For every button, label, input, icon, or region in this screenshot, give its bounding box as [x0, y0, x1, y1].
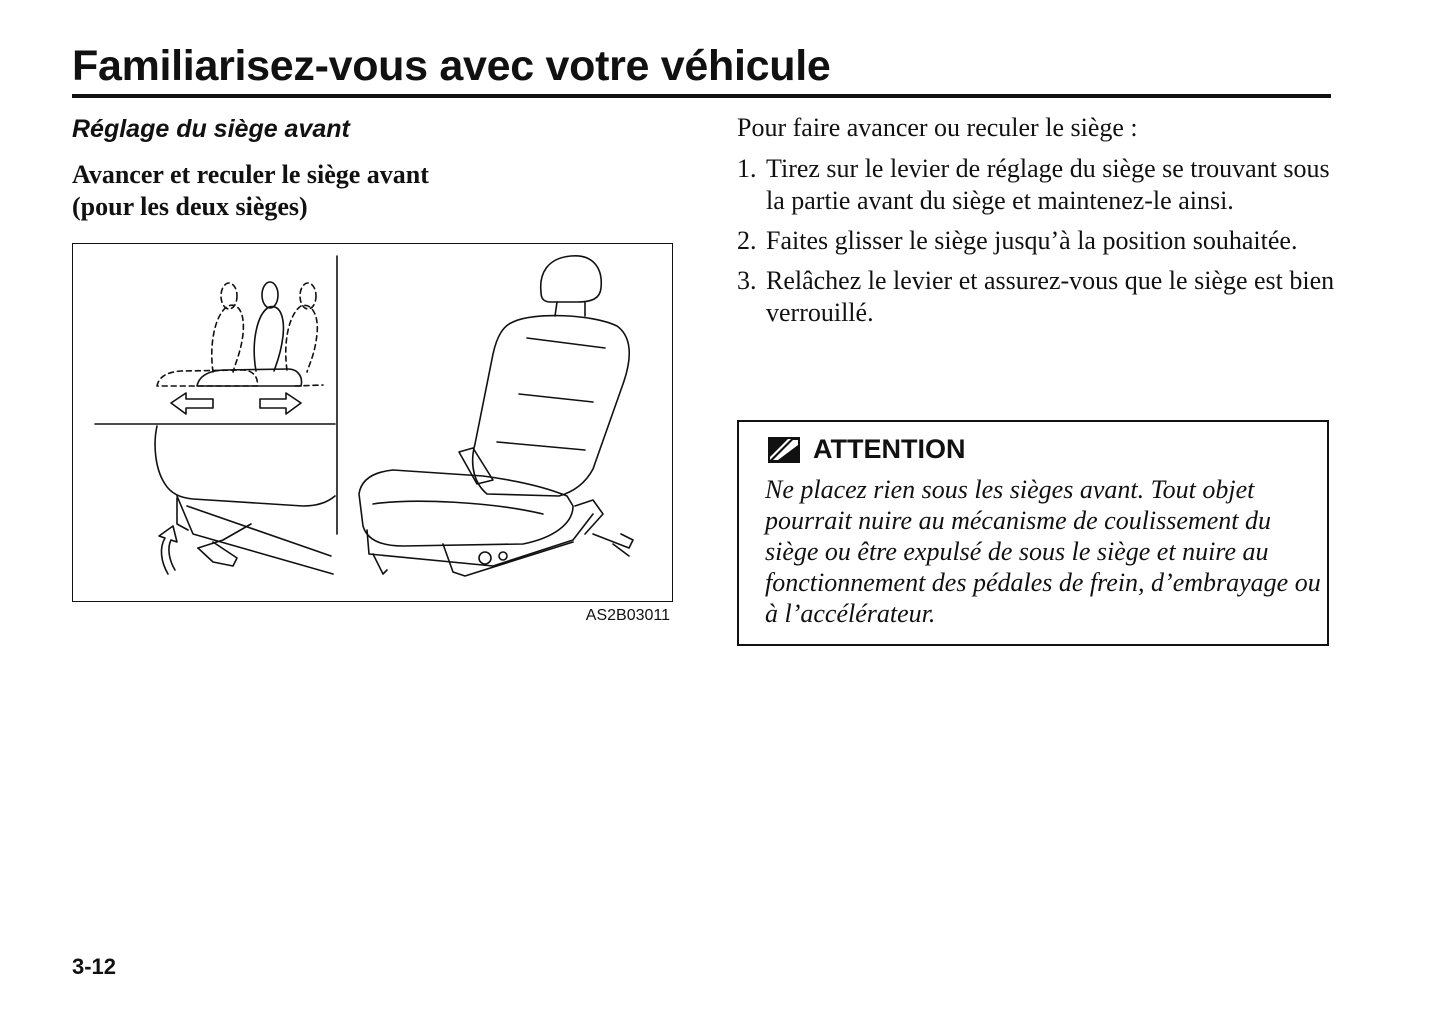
- arrow-forward-icon: [260, 393, 301, 414]
- chapter-title: Familiarisez-vous avec votre véhicule: [72, 42, 831, 90]
- seat-illustration-drawing: [73, 244, 673, 602]
- lever-closeup: [155, 426, 335, 574]
- title-rule: [72, 94, 1331, 98]
- seat-position-diagram: [157, 282, 323, 386]
- step-number: 3.: [737, 266, 757, 295]
- section-title: Réglage du siège avant: [72, 115, 350, 143]
- instructions-intro: Pour faire avancer ou reculer le siège :: [737, 113, 1138, 142]
- seat-adjustment-illustration: [72, 243, 673, 602]
- warning-icon: [767, 436, 801, 464]
- step-number: 2.: [737, 226, 757, 255]
- front-seat-drawing: [359, 256, 633, 576]
- step-text: Relâchez le levier et assurez-vous que le siège est bien verrouillé.: [766, 266, 1335, 327]
- warning-text: Ne placez rien sous les sièges avant. Tout objet pourrait nuire au mécanisme de coulissement du siège ou être expulsé de sous le siège et nuire au fonctionnement des pédales de frein, d’embrayage ou à l’accélérateur.: [765, 475, 1321, 628]
- figure-code: AS2B03011: [585, 607, 670, 624]
- warning-box: [737, 420, 1329, 646]
- warning-header: [767, 434, 965, 465]
- step-text: Tirez sur le levier de réglage du siège se trouvant sous la partie avant du siège et maintenez-le ainsi.: [766, 154, 1330, 215]
- arrow-backward-icon: [171, 393, 213, 414]
- instruction-step: [737, 265, 1337, 329]
- page-number: 3-12: [72, 954, 117, 979]
- subsection-title-line2: (pour les deux sièges): [72, 192, 308, 221]
- warning-label: ATTENTION: [813, 434, 966, 464]
- step-text: Faites glisser le siège jusqu’à la position souhaitée.: [766, 226, 1298, 255]
- instruction-step: [737, 225, 1337, 257]
- instruction-steps: [737, 153, 1337, 337]
- step-number: 1.: [737, 154, 757, 183]
- subsection-title-line1: Avancer et reculer le siège avant: [72, 160, 429, 189]
- instruction-step: [737, 153, 1337, 217]
- subsection-title: [72, 159, 632, 223]
